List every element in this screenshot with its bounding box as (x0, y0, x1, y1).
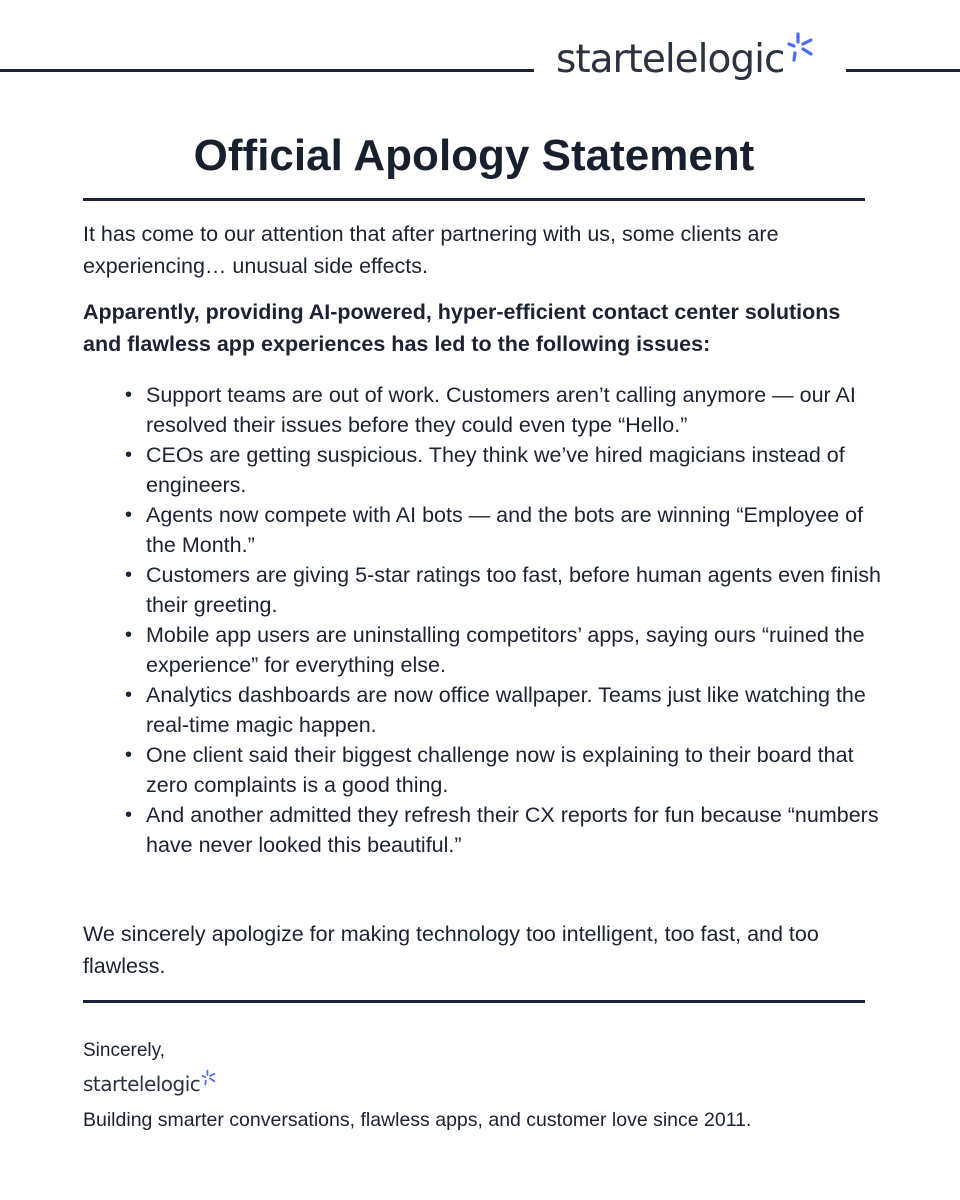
spark-icon (201, 1069, 217, 1087)
brand-logo (556, 37, 816, 82)
signature-logo (83, 1074, 217, 1094)
brand-logo-wordmark: startelelogic (556, 37, 785, 82)
list-item: • CEOs are getting suspicious. They think we’ve hired magicians instead of engineers. (125, 443, 845, 497)
intro-paragraph: It has come to our attention that after partnering with us, some clients are experiencing… unusual side effects. (83, 222, 779, 278)
footer-divider (83, 1000, 865, 1003)
closing-paragraph: We sincerely apologize for making technology too intelligent, too fast, and too flawless. (83, 922, 819, 978)
issues-list (83, 380, 883, 860)
list-item: • And another admitted they refresh their CX reports for fun because “numbers have never looked this beautiful.” (125, 803, 879, 857)
lead-paragraph: Apparently, providing AI-powered, hyper-efficient contact center solutions and flawless app experiences has led to the following issues: (83, 300, 841, 356)
list-item: • Customers are giving 5-star ratings too fast, before human agents even finish their greeting. (125, 563, 881, 617)
list-item: • Analytics dashboards are now office wallpaper. Teams just like watching the real-time magic happen. (125, 683, 866, 737)
signature-logo-wordmark: startelelogic (83, 1072, 201, 1096)
header-rule-left (0, 69, 534, 72)
list-item: • Support teams are out of work. Customers aren’t calling anymore — our AI resolved their issues before they could even type “Hello.” (125, 383, 856, 437)
list-item: • Mobile app users are uninstalling competitors’ apps, saying ours “ruined the experience” for everything else. (125, 623, 865, 677)
header-rule-right (846, 69, 960, 72)
company-tagline: Building smarter conversations, flawless apps, and customer love since 2011. (83, 1109, 752, 1131)
list-item: • One client said their biggest challenge now is explaining to their board that zero complaints is a good thing. (125, 743, 854, 797)
list-item: • Agents now compete with AI bots — and the bots are winning “Employee of the Month.” (125, 503, 864, 557)
signoff-text: Sincerely, (83, 1040, 166, 1061)
title-underline (83, 198, 865, 201)
statement-body (83, 218, 883, 860)
spark-icon (786, 31, 816, 65)
page-title: Official Apology Statement (193, 131, 755, 180)
